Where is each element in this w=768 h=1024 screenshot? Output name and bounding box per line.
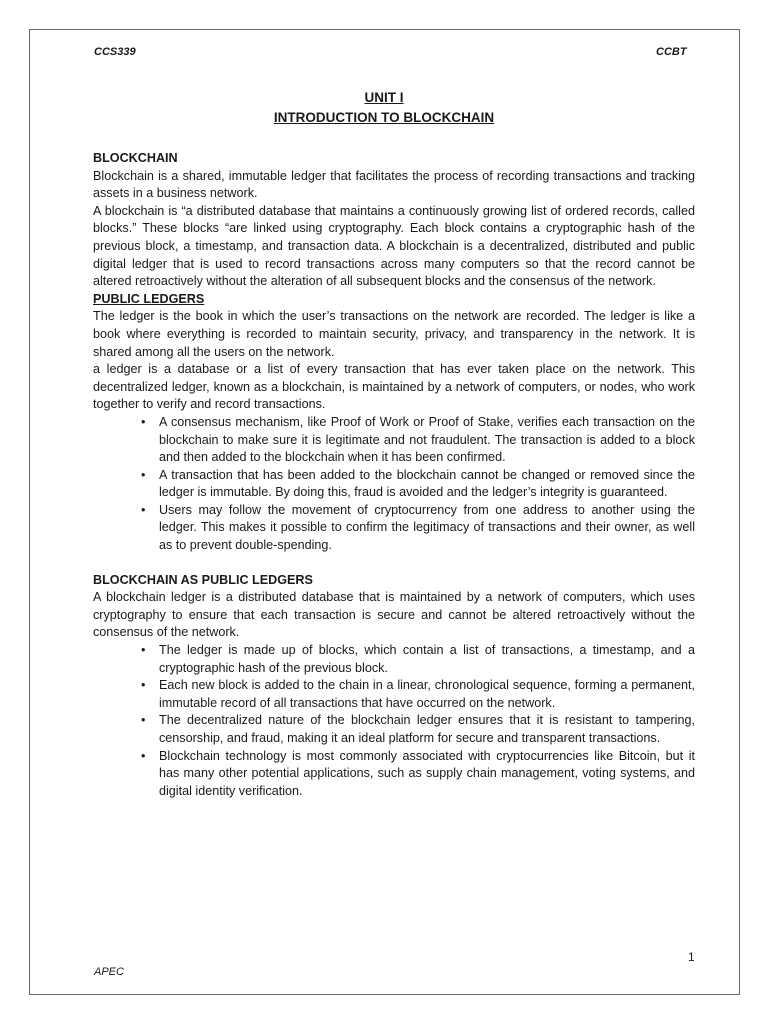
document-body	[93, 150, 695, 800]
list-item	[141, 414, 695, 467]
paragraph: a ledger is a database or a list of every transaction that has ever taken place on the network. This decentralized ledger, known as a blockchain, is maintained by a network of computers, or nodes, who work together to verify and record transactions.	[93, 362, 695, 412]
list-item	[141, 502, 695, 555]
section-heading-public-ledgers: PUBLIC LEDGERS	[93, 291, 205, 306]
list-item-text: Users may follow the movement of cryptocurrency from one address to another using the ledger. This makes it possible to confirm the legitimacy of transactions and their owner, as well as to prevent double-spending.	[159, 502, 695, 553]
bullet-icon: •	[141, 414, 146, 429]
list-item	[141, 677, 695, 712]
list-item-text: The ledger is made up of blocks, which contain a list of transactions, a timestamp, and a cryptographic hash of the previous block.	[159, 643, 695, 675]
footer-institution: APEC	[94, 966, 124, 978]
bullet-icon: •	[141, 643, 146, 658]
bullet-icon: •	[141, 678, 146, 693]
header-course-abbrev: CCBT	[656, 46, 687, 58]
list-item-text: Blockchain technology is most commonly associated with cryptocurrencies like Bitcoin, but it has many other potential applications, such as supply chain management, voting systems, and digital identity verification.	[159, 748, 695, 798]
list-item	[141, 748, 695, 801]
list-item-text: A transaction that has been added to the blockchain cannot be changed or removed since the ledger is immutable. By doing this, fraud is avoided and the ledger’s integrity is guaranteed.	[159, 467, 695, 500]
spacer	[93, 555, 695, 572]
bullet-icon: •	[141, 467, 146, 482]
list-item-text: The decentralized nature of the blockchain ledger ensures that it is resistant to tampering, censorship, and fraud, making it an ideal platform for secure and transparent transactions.	[159, 713, 695, 745]
section-heading-blockchain-as-public-ledgers: BLOCKCHAIN AS PUBLIC LEDGERS	[93, 572, 313, 587]
paragraph: Blockchain is a shared, immutable ledger that facilitates the process of recording transactions and tracking assets in a business network.	[93, 168, 695, 201]
bullet-icon: •	[141, 748, 146, 763]
bullet-icon: •	[141, 502, 146, 517]
page-number: 1	[688, 950, 695, 964]
section-heading-blockchain: BLOCKCHAIN	[93, 151, 178, 165]
paragraph: The ledger is the book in which the user’s transactions on the network are recorded. The ledger is like a book where everything is recorded to maintain security, privacy, and transparency in the network. It is shared among all the users on the network.	[93, 309, 695, 359]
list-item-text: Each new block is added to the chain in a linear, chronological sequence, forming a permanent, immutable record of all transactions that have occurred on the network.	[159, 678, 695, 710]
paragraph: A blockchain ledger is a distributed database that is maintained by a network of computers, which uses cryptography to ensure that each transaction is secure and cannot be altered retroactively without the consensus of the network.	[93, 590, 695, 640]
unit-title: UNIT I	[364, 90, 404, 105]
bullet-list	[93, 642, 695, 800]
list-item	[141, 712, 695, 747]
bullet-list	[93, 414, 695, 555]
header-course-code: CCS339	[94, 46, 136, 58]
list-item	[141, 642, 695, 677]
paragraph: A blockchain is “a distributed database that maintains a continuously growing list of ordered records, called blocks.” These blocks “are linked using cryptography. Each block contains a cryptographic hash of the previous block, a timestamp, and transaction data. A blockchain is a decentralized, distributed and public digital ledger that is used to record transactions across many computers so that the record cannot be altered retroactively without the alteration of all subsequent blocks and the consensus of the network.	[93, 203, 695, 289]
list-item-text: A consensus mechanism, like Proof of Work or Proof of Stake, verifies each transaction on the blockchain to make sure it is legitimate and not fraudulent. The transaction is added to a block and then added to the blockchain when it has been confirmed.	[159, 414, 695, 465]
main-title: INTRODUCTION TO BLOCKCHAIN	[273, 110, 495, 125]
list-item	[141, 467, 695, 502]
bullet-icon: •	[141, 713, 146, 728]
